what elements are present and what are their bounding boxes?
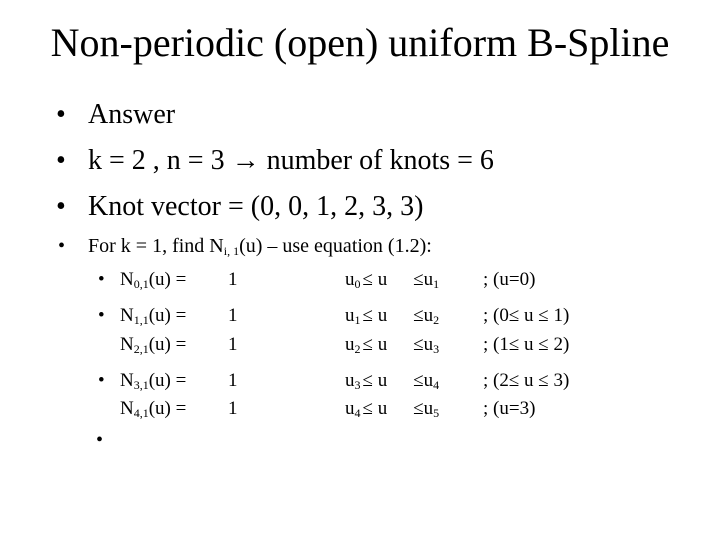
basis-function-value: 1 <box>228 269 238 290</box>
bullet-text-post: number of knots = 6 <box>259 145 494 176</box>
bullet-answer <box>56 98 175 132</box>
bullet-dot: • <box>96 429 104 451</box>
empty-bullet <box>96 428 103 452</box>
basis-function-label: $N_{2,1}(u)$ = <box>120 334 187 356</box>
basis-function-value: 1 <box>228 305 238 326</box>
bullet-knot-vector <box>56 190 423 224</box>
bullet-text: Knot vector = (0, 0, 1, 2, 3, 3) <box>88 191 424 222</box>
instruction-text: For k = 1, find N <box>88 235 224 257</box>
bullet-dot: • <box>56 145 66 176</box>
basis-function-value: 1 <box>228 398 238 419</box>
knot-condition: $u_0 \le u \le u_1$ <box>345 269 440 291</box>
parameter-range: ; (u=3) <box>483 398 536 419</box>
basis-function-label: $N_{3,1}(u)$ = <box>120 370 187 392</box>
knot-condition: $u_3 \le u \le u_4$ <box>345 370 440 392</box>
bullet-dot: • <box>98 370 105 391</box>
instruction-subscript: i, 1 <box>223 244 240 258</box>
basis-function-label: $N_{0,1}(u)$ = <box>120 269 187 291</box>
bullet-text-pre: k = 2 , n = 3 <box>88 145 232 176</box>
bullet-text: Answer <box>88 99 176 130</box>
basis-function-value: 1 <box>228 334 238 355</box>
bullet-dot: • <box>56 191 66 222</box>
basis-function-label: $N_{4,1}(u)$ = <box>120 398 187 420</box>
arrow-right-icon: → <box>231 145 260 176</box>
parameter-range: ; (0≤ u ≤ 1) <box>483 305 570 326</box>
bullet-dot: • <box>98 305 105 326</box>
basis-function-value: 1 <box>228 370 238 391</box>
knot-condition: $u_1 \le u \le u_2$ <box>345 305 440 327</box>
instruction-text-tail: (u) – use equation (1.2): <box>239 235 432 257</box>
parameter-range: ; (u=0) <box>483 269 536 290</box>
bullet-dot: • <box>58 235 66 257</box>
sub-bullet-instruction <box>58 234 432 258</box>
bullet-knot-count <box>56 144 494 178</box>
parameter-range: ; (2≤ u ≤ 3) <box>483 370 570 391</box>
parameter-range: ; (1≤ u ≤ 2) <box>483 334 570 355</box>
slide-title: Non-periodic (open) uniform B-Spline <box>50 20 670 65</box>
bullet-dot: • <box>98 269 105 290</box>
knot-condition: $u_4 \le u \le u_5$ <box>345 398 440 420</box>
knot-condition: $u_2 \le u \le u_3$ <box>345 334 440 356</box>
bullet-dot: • <box>56 99 66 130</box>
basis-function-label: $N_{1,1}(u)$ = <box>120 305 187 327</box>
